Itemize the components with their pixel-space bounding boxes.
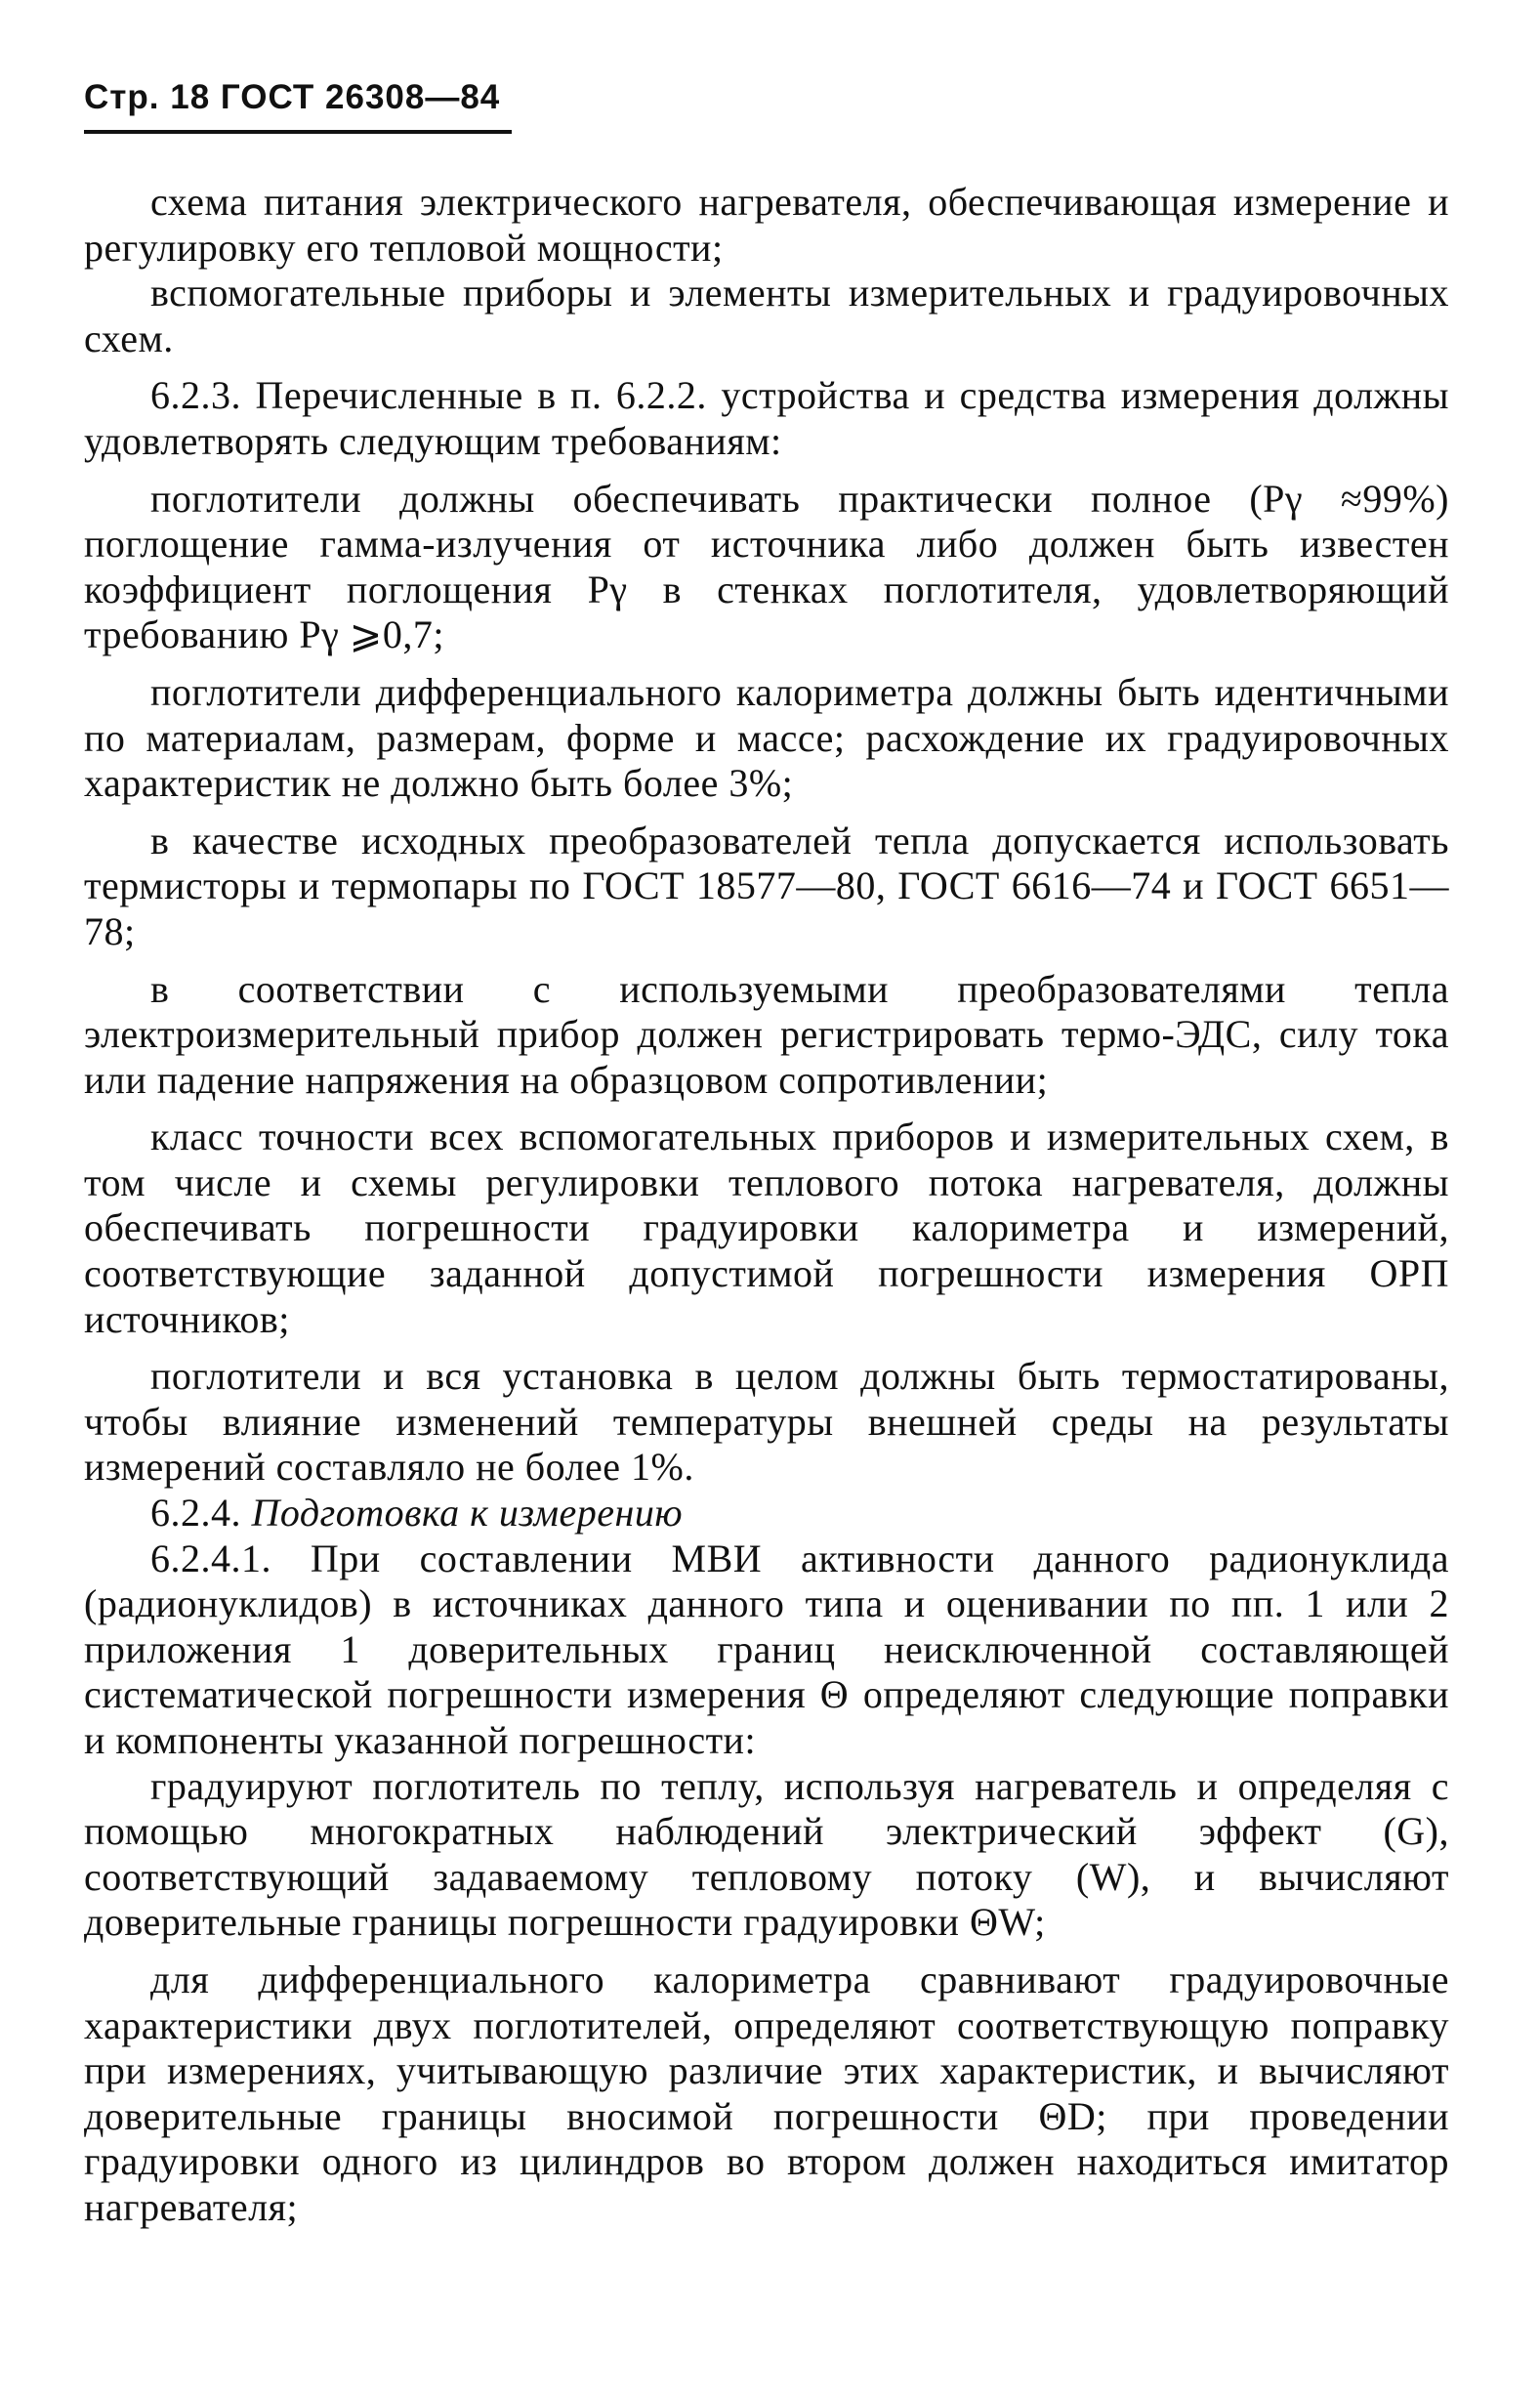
paragraph-heater-circuit: схема питания электрического нагревателя, обеспечивающая измерение и регулировку его тепловой мощности;	[84, 180, 1449, 270]
paragraph-auxiliary-devices: вспомогательные приборы и элементы измерительных и градуировочных схем.	[84, 271, 1449, 360]
paragraph-differential-calorimeter: поглотители дифференциального калориметра должны быть идентичными по материалам, размерам, форме и массе; расхождение их градуировочных характеристик не должно быть более 3%;	[84, 669, 1449, 806]
paragraph-heat-converters: в качестве исходных преобразователей тепла допускается использовать термисторы и термопары по ГОСТ 18577—80, ГОСТ 6616—74 и ГОСТ 6651—78;	[84, 818, 1449, 953]
paragraph-differential-comparison: для дифференциального калориметра сравнивают градуировочные характеристики двух поглотителей, определяют соответствующую поправку при измерениях, учитывающую различие этих характеристик, и вычисляют доверительные границы вносимой погрешности ΘD; при проведении градуировки одного из цилиндров во втором должен находиться имитатор нагревателя;	[84, 1957, 1449, 2229]
paragraph-thermostating: поглотители и вся установка в целом должны быть термостатированы, чтобы влияние изменений температуры внешней среды на результаты измерений составляло не более 1%.	[84, 1354, 1449, 1490]
paragraph-calibration: градуируют поглотитель по теплу, используя нагреватель и определяя с помощью многократных наблюдений электрический эффект (G), соответствующий задаваемому тепловому потоку (W), и вычисляют доверительные границы погрешности градуировки ΘW;	[84, 1763, 1449, 1945]
paragraph-absorbers-requirement: поглотители должны обеспечивать практически полное (Pγ ≈99%) поглощение гамма-излучения от источника либо должен быть известен коэффициент поглощения Pγ в стенках поглотителя, удовлетворяющий требованию Pγ ⩾0,7;	[84, 476, 1449, 657]
paragraph-6-2-3: 6.2.3. Перечисленные в п. 6.2.2. устройства и средства измерения должны удовлетворять следующим требованиям:	[84, 373, 1449, 463]
header-rule	[84, 130, 512, 134]
section-number: 6.2.4.	[150, 1491, 241, 1536]
page-header: Стр. 18 ГОСТ 26308—84	[84, 78, 501, 116]
paragraph-6-2-4-1: 6.2.4.1. При составлении МВИ активности данного радионуклида (радионуклидов) в источниках данного типа и оценивании по пп. 1 или 2 приложения 1 доверительных границ неисключенной составляющей систематической погрешности измерения Θ определяют следующие поправки и компоненты указанной погрешности:	[84, 1536, 1449, 1762]
paragraph-measuring-instrument: в соответствии с используемыми преобразователями тепла электроизмерительный прибор должен регистрировать термо-ЭДС, силу тока или падение напряжения на образцовом сопротивлении;	[84, 966, 1449, 1102]
paragraph-accuracy-class: класс точности всех вспомогательных приборов и измерительных схем, в том числе и схемы регулировки теплового потока нагревателя, должны обеспечивать погрешности градуировки калориметра и измерений, соответствующие заданной допустимой погрешности измерения ОРП источников;	[84, 1115, 1449, 1341]
section-title: Подготовка к измерению	[251, 1491, 684, 1536]
section-6-2-4-heading	[84, 1491, 1449, 1536]
document-body	[84, 180, 1449, 2231]
